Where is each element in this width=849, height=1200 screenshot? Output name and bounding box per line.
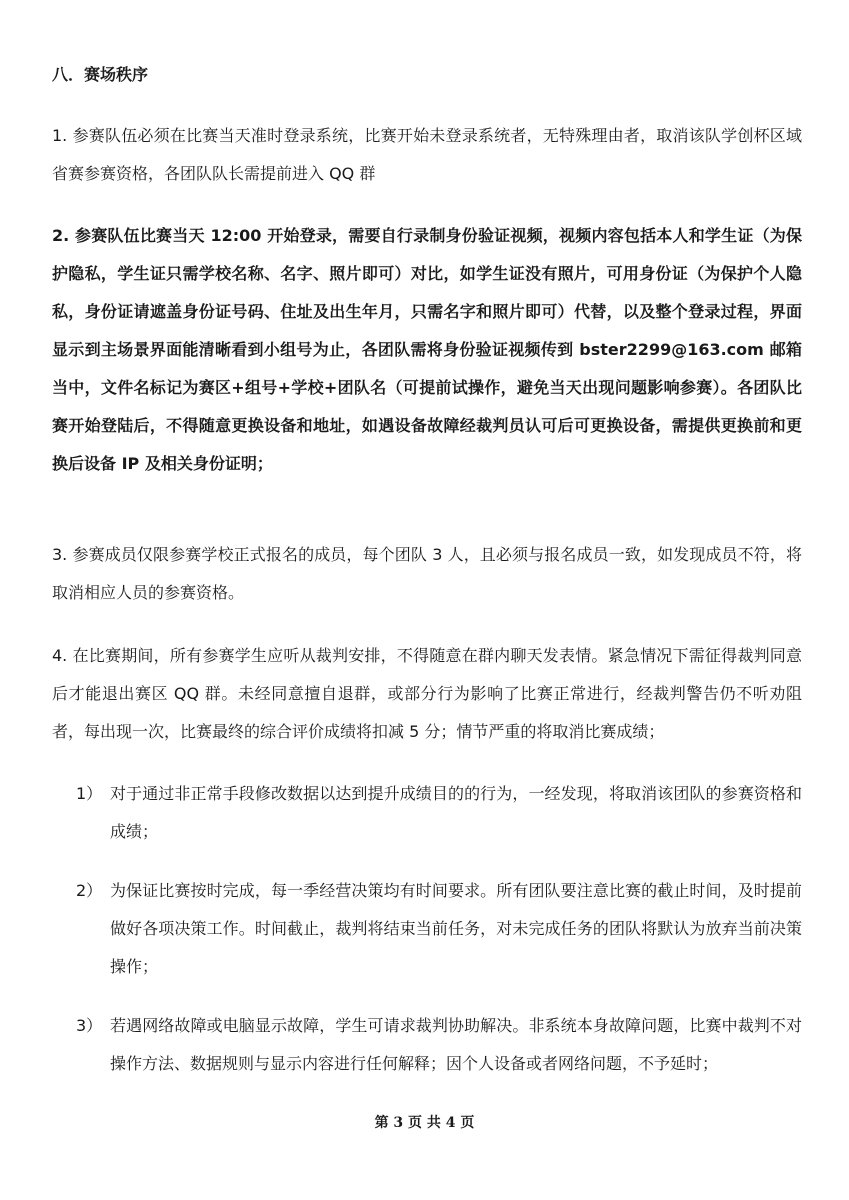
sub-item-number: 1） bbox=[76, 784, 103, 803]
paragraph-3: 3. 参赛成员仅限参赛学校正式报名的成员，每个团队 3 人，且必须与报名成员一致，如发现成员不符，将取消相应人员的参赛资格。 bbox=[52, 545, 802, 602]
paragraph-2: 2. 参赛队伍比赛当天 12:00 开始登录，需要自行录制身份验证视频，视频内容包括本人和学生证（为保护隐私，学生证只需学校名称、名字、照片即可）对比，如学生证没有照片，可用身份证（为保护个人隐私，身份证请遮盖身份证号码、住址及出生年月，只需名字和照片即可）代替，以及整个登录过程，界面显示到主场景界面能清晰看到小组号为止，各团队需将身份验证视频传到 bster2299@163.com 邮箱当中，文件名标记为赛区+组号+学校+团队名（可提前试操作，避免当天出现问题影响参赛）。各团队比赛开始登陆后，不得随意更换设备和地址，如遇设备故障经裁判员认可后可更换设备，需提供更换前和更换后设备 IP 及相关身份证明； bbox=[52, 226, 802, 473]
sub-item-1 bbox=[76, 775, 802, 851]
paragraph-4: 4. 在比赛期间，所有参赛学生应听从裁判安排，不得随意在群内聊天发表情。紧急情况下需征得裁判同意后才能退出赛区 QQ 群。未经同意擅自退群，或部分行为影响了比赛正常进行，经裁判警告仍不听劝阻者，每出现一次，比赛最终的综合评价成绩将扣减 5 分；情节严重的将取消比赛成绩； bbox=[52, 646, 802, 741]
sub-item-text: 对于通过非正常手段修改数据以达到提升成绩目的的行为，一经发现，将取消该团队的参赛资格和成绩； bbox=[110, 784, 802, 841]
sub-item-text: 为保证比赛按时完成，每一季经营决策均有时间要求。所有团队要注意比赛的截止时间，及时提前做好各项决策工作。时间截止，裁判将结束当前任务，对未完成任务的团队将默认为放弃当前决策操作； bbox=[110, 881, 802, 976]
sub-item-text: 若遇网络故障或电脑显示故障，学生可请求裁判协助解决。非系统本身故障问题，比赛中裁判不对操作方法、数据规则与显示内容进行任何解释；因个人设备或者网络问题，不予延时； bbox=[110, 1016, 802, 1073]
sub-item-3 bbox=[76, 1007, 802, 1083]
paragraph-1: 1. 参赛队伍必须在比赛当天准时登录系统，比赛开始未登录系统者，无特殊理由者，取消该队学创杯区域省赛参赛资格，各团队队长需提前进入 QQ 群 bbox=[52, 126, 802, 183]
sub-item-2 bbox=[76, 872, 802, 986]
sub-item-number: 2） bbox=[76, 881, 103, 900]
section-heading: 八．赛场秩序 bbox=[52, 65, 149, 84]
sub-item-number: 3） bbox=[76, 1016, 103, 1035]
page-footer: 第 3 页 共 4 页 bbox=[374, 1115, 475, 1131]
